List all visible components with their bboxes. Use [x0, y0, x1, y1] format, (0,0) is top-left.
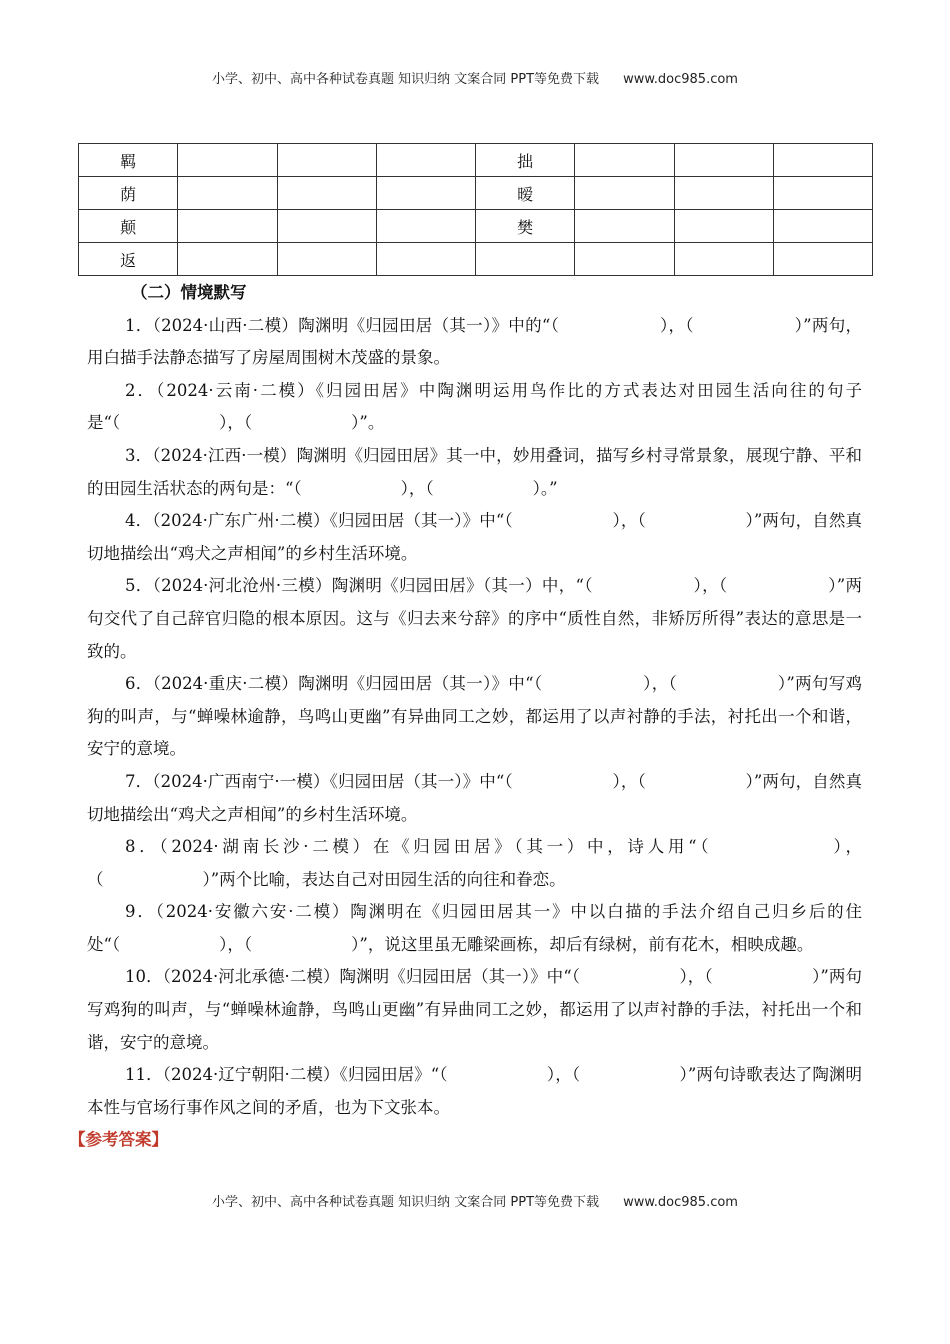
table-blank-cell — [773, 243, 872, 276]
table-blank-cell — [773, 144, 872, 177]
table-char-cell — [476, 243, 575, 276]
table-blank-cell — [178, 177, 277, 210]
table-char-cell: 返 — [79, 243, 178, 276]
footer-site-link[interactable]: www.doc985.com — [623, 1195, 738, 1210]
table-blank-cell — [376, 243, 475, 276]
table-blank-cell — [376, 210, 475, 243]
header-site-link[interactable]: www.doc985.com — [623, 72, 738, 87]
table-char-cell: 荫 — [79, 177, 178, 210]
page-header — [0, 68, 950, 87]
question-item: 5．（2024·河北沧州·三模）陶渊明《归园田居》（其一）中，“（ ），（ ）”两句交代了自己辞官归隐的根本原因。这与《归去来兮辞》的序中“质性自然，非矫厉所得”表达的意思是一致的。 — [87, 576, 862, 661]
question-item: 6．（2024·重庆·二模）陶渊明《归园田居（其一）》中“（ ），（ ）”两句写鸡狗的叫声，与“蝉噪林逾静，鸟鸣山更幽”有异曲同工之妙，都运用了以声衬静的手法，衬托出一个和谐，安宁的意境。 — [87, 674, 862, 759]
table-blank-cell — [277, 243, 376, 276]
question-list — [87, 310, 862, 1125]
table-blank-cell — [575, 177, 674, 210]
header-text: 小学、初中、高中各种试卷真题 知识归纳 文案合同 PPT等免费下载 — [212, 72, 600, 87]
question-item: 1．（2024·山西·二模）陶渊明《归园田居（其一）》中的“（ ），（ ）”两句，用白描手法静态描写了房屋周围树木茂盛的景象。 — [87, 315, 862, 368]
table-char-cell: 樊 — [476, 210, 575, 243]
table-blank-cell — [178, 144, 277, 177]
table-row — [79, 177, 873, 210]
table-blank-cell — [773, 177, 872, 210]
table-row — [79, 243, 873, 276]
question-item: 3．（2024·江西·一模）陶渊明《归园田居》其一中，妙用叠词，描写乡村寻常景象，展现宁静、平和的田园生活状态的两句是：“（ ），（ ）。” — [87, 445, 862, 498]
question-item: 2．（2024·云南·二模）《归园田居》中陶渊明运用鸟作比的方式表达对田园生活向往的句子是“（ ），（ ）”。 — [87, 380, 862, 433]
table-blank-cell — [178, 210, 277, 243]
table-blank-cell — [674, 210, 773, 243]
character-table — [78, 143, 873, 276]
table-row — [79, 144, 873, 177]
table-blank-cell — [773, 210, 872, 243]
question-item: 7．（2024·广西南宁·一模）《归园田居（其一）》中“（ ），（ ）”两句，自然真切地描绘出“鸡犬之声相闻”的乡村生活环境。 — [87, 771, 862, 824]
table-blank-cell — [575, 210, 674, 243]
table-blank-cell — [376, 144, 475, 177]
table-blank-cell — [376, 177, 475, 210]
table-char-cell: 颠 — [79, 210, 178, 243]
table-blank-cell — [674, 144, 773, 177]
question-item: 11．（2024·辽宁朝阳·二模）《归园田居》“（ ），（ ）”两句诗歌表达了陶渊明本性与官场行事作风之间的矛盾，也为下文张本。 — [87, 1065, 862, 1117]
table-char-cell: 拙 — [476, 144, 575, 177]
answer-heading: 【参考答案】 — [69, 1130, 168, 1150]
table-char-cell: 羁 — [79, 144, 178, 177]
table-char-cell: 暧 — [476, 177, 575, 210]
footer-text: 小学、初中、高中各种试卷真题 知识归纳 文案合同 PPT等免费下载 — [212, 1195, 600, 1210]
main-content — [69, 277, 862, 1157]
question-item: 4．（2024·广东广州·二模）《归园田居（其一）》中“（ ），（ ）”两句，自然真切地描绘出“鸡犬之声相闻”的乡村生活环境。 — [87, 511, 862, 563]
page-footer — [0, 1191, 950, 1210]
table-blank-cell — [674, 243, 773, 276]
table-blank-cell — [277, 144, 376, 177]
section-title: （二）情境默写 — [131, 283, 247, 302]
table-blank-cell — [277, 210, 376, 243]
table-blank-cell — [277, 177, 376, 210]
table-blank-cell — [575, 243, 674, 276]
table-row — [79, 210, 873, 243]
question-item: 8．（2024·湖南长沙·二模）在《归园田居》（其一）中，诗人用“（ ），（ ）”两个比喻，表达自己对田园生活的向往和眷恋。 — [87, 837, 862, 889]
table-blank-cell — [178, 243, 277, 276]
question-item: 9．（2024·安徽六安·二模）陶渊明在《归园田居其一》中以白描的手法介绍自己归乡后的住处“（ ），（ ）”，说这里虽无雕梁画栋，却后有绿树，前有花木，相映成趣。 — [87, 902, 862, 954]
table-blank-cell — [674, 177, 773, 210]
table-blank-cell — [575, 144, 674, 177]
question-item: 10．（2024·河北承德·二模）陶渊明《归园田居（其一）》中“（ ），（ ）”两句写鸡狗的叫声，与“蝉噪林逾静，鸟鸣山更幽”有异曲同工之妙，都运用了以声衬静的手法，衬托出一个和谐，安宁的意境。 — [87, 967, 862, 1052]
